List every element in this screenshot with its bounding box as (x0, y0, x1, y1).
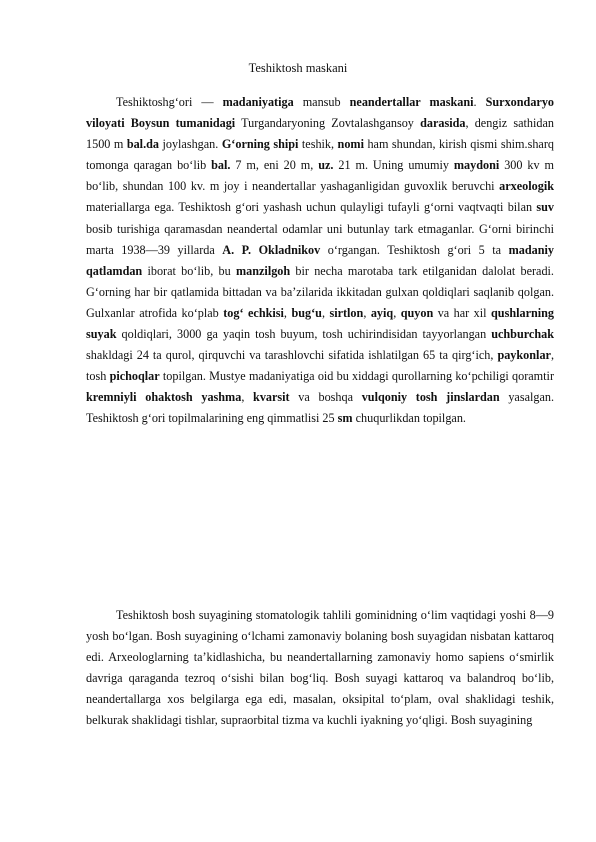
bold-term: bal.da (126, 137, 159, 152)
text-run: o‘rgangan. Teshiktosh g‘ori 5 ta (320, 242, 509, 257)
bold-term: Surxondaryo viloyati (86, 95, 555, 131)
bold-term: vulqoniy tosh jinslardan (361, 390, 500, 405)
bold-term: pichoqlar (109, 369, 160, 384)
bold-term: ayiq (370, 305, 394, 320)
text-run: materiallarga ega. Teshiktosh g‘ori yashash uchun qulayligi tufayli g‘orni vaqtvaqti bilan (86, 200, 537, 215)
bold-term: manzilgoh (236, 263, 291, 278)
text-run: , (283, 305, 292, 320)
text-run: bir necha marotaba tark etilganidan dalolat beradi. G‘orning har bir qatlamida bittadan va ba’zilarida ikkitadan gulxan qoldiqlari saqlanib qolgan. Gulxanlar atrofida ko‘plab (86, 263, 554, 320)
paragraph-1-text (86, 92, 554, 430)
bold-term: suv (536, 200, 554, 215)
text-run: iborat bo‘lib, bu (142, 263, 236, 278)
text-run: 21 m. Uning umumiy (333, 158, 454, 173)
text-run: , (363, 305, 371, 320)
bold-term: G‘orning shipi (221, 137, 299, 152)
bold-term: bug‘u (291, 305, 322, 320)
text-run: , (321, 305, 330, 320)
text-run: joylashgan. (159, 137, 222, 152)
text-run: , (393, 305, 401, 320)
bold-term: tog‘ echkisi (223, 305, 284, 320)
text-run: qoldiqlari, 3000 ga yaqin tosh buyum, tosh uchirindisidan tayyorlangan (116, 327, 492, 342)
text-run: , dengiz sathidan 1500 m (86, 116, 554, 152)
bold-term: kremniyli ohaktosh yashma (86, 390, 242, 405)
paragraph-1 (86, 92, 554, 430)
text-run: Turgandaryoning Zovtalashgansoy (235, 116, 421, 131)
text-run: , tosh (86, 348, 554, 384)
bold-term: qushlarning suyak (86, 305, 555, 342)
bold-term: quyon (400, 305, 434, 320)
text-run: 7 m, eni 20 m, (230, 158, 319, 173)
bold-term: arxeologik (499, 179, 554, 194)
bold-term: A. P. Okladnikov (222, 242, 321, 257)
text-run: ham shundan, kirish qismi shim.sharq tomonga qaragan bo‘lib (86, 137, 554, 173)
bold-term: sm (337, 411, 353, 426)
paragraph-2-text: Teshiktosh bosh suyagining stomatologik tahlili gominidning o‘lim vaqtidagi yoshi 8—9 yosh bo‘lgan. Bosh suyagining o‘lchami zamonaviy bolaning bosh suyagidan nisbatan kattaroq edi. Arxeologlarning ta’kidlashicha, bu neandertallarning zamonaviy homo sapiens o‘smirlik davriga qaraganda tezroq o‘sishi bilan bog‘liq. Bosh suyagi kattaroq va balandroq bo‘lib, neandertallarga xos belgilarga ega edi, masalan, oksipital to‘plam, oval shaklidagi teshik, belkurak shaklidagi tishlar, supraorbital tizma va kuchli iyakning yo‘qligi. Bosh suyagining (86, 608, 554, 728)
text-run: mansub (293, 95, 350, 109)
bold-term: darasida (420, 116, 466, 131)
bold-term: madaniy qatlamdan (86, 242, 554, 278)
page-title: Teshiktosh maskani (248, 61, 348, 75)
bold-term: paykonlar (497, 348, 551, 363)
text-run: va har xil (433, 305, 492, 320)
bold-term: Boysun tumanidagi (130, 116, 236, 131)
text-run: . (473, 95, 486, 109)
text-run: yasalgan. Teshiktosh g‘ori topilmalarining eng qimmatlisi 25 (86, 390, 555, 426)
text-run: 300 kv m bo‘lib, shundan 100 kv. m joy i neandertallar yashaganligidan guvoxlik beruvchi (86, 158, 554, 194)
text-run: chuqurlikdan topilgan. (352, 411, 466, 426)
text-run: va boshqa (289, 390, 362, 405)
bold-term: sirtlon (329, 305, 364, 320)
text-run: , (241, 390, 254, 405)
text-run: bosib turishiga qaramasdan neandertal odamlar uni butunlay tark etmaganlar. G‘orni birinchi marta 1938—39 yillarda (86, 221, 554, 257)
bold-term: kvarsit (253, 390, 290, 405)
text-run: shakldagi 24 ta qurol, qirquvchi va tarashlovchi sifatida ishlatilgan 65 ta qirg‘ich, (86, 348, 498, 363)
text-run: teshik, (298, 137, 338, 152)
bold-term: maydoni (453, 158, 500, 173)
text-run: Teshiktoshg‘ori — (116, 95, 223, 109)
bold-term: neandertallar maskani (349, 95, 474, 109)
bold-term: bal. (211, 158, 231, 173)
paragraph-2 (86, 605, 554, 732)
bold-term: madaniyatiga (222, 95, 294, 109)
text-run: topilgan. Mustye madaniyatiga oid bu xiddagi qurollarning ko‘pchiligi qoramtir (159, 369, 554, 384)
bold-term: nomi (337, 137, 364, 152)
bold-term: uz. (318, 158, 334, 173)
bold-term: uchburchak (491, 327, 554, 342)
